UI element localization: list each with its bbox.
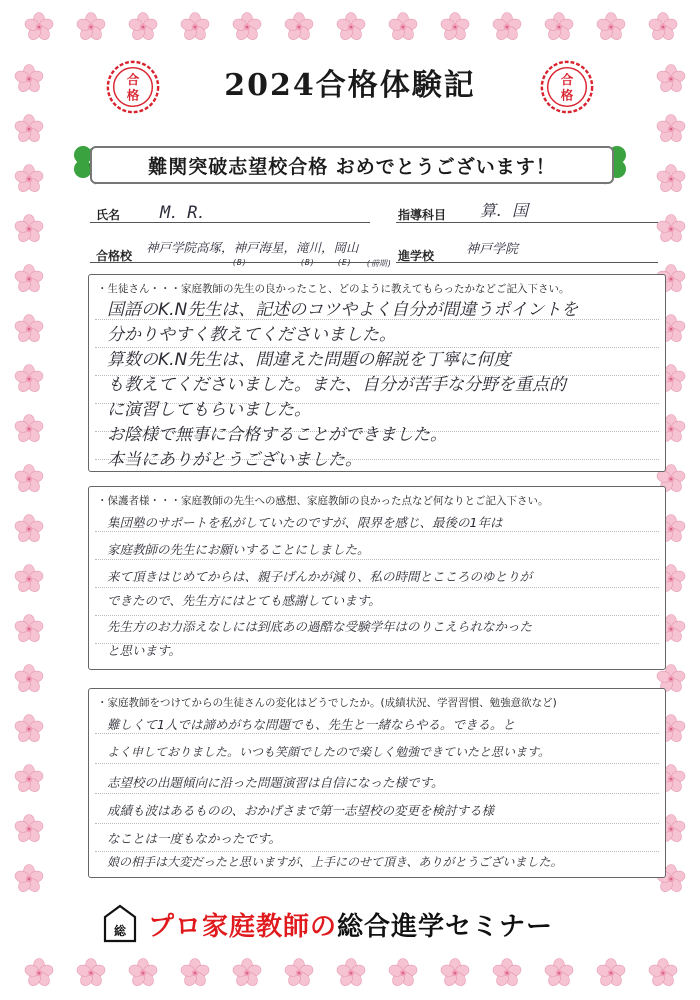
cherry-blossom-icon [440, 12, 470, 42]
parent-comment-box [88, 486, 666, 670]
student-comment-box [88, 274, 666, 472]
svg-text:合: 合 [126, 72, 140, 88]
cherry-blossom-icon [492, 958, 522, 988]
cherry-blossom-icon [14, 514, 44, 544]
subject-underline [396, 222, 658, 223]
passed-schools-value: 神戸学院高塚，神戸海星，滝川，岡山 [146, 240, 359, 255]
student-line-7: 本当にありがとうございました。 [107, 450, 362, 470]
student-line-4: も教えてくださいました。また、自分が苦手な分野を重点的 [107, 375, 566, 395]
cherry-blossom-icon [14, 614, 44, 644]
cherry-blossom-icon [544, 958, 574, 988]
cherry-blossom-icon [648, 958, 678, 988]
cherry-blossom-icon [544, 12, 574, 42]
parent-comment-title: ・保護者様・・・家庭教師の先生への感想、家庭教師の良かった点など何なりとご記入下さい。 [97, 495, 549, 507]
cherry-blossom-icon [284, 958, 314, 988]
cherry-blossom-icon [440, 958, 470, 988]
svg-text:格: 格 [560, 87, 574, 103]
progress-comment-box [88, 688, 666, 878]
enrolled-underline [396, 262, 658, 263]
brand-prefix: プロ家庭教師の [148, 911, 338, 942]
cherry-blossom-icon [492, 12, 522, 42]
cherry-blossom-icon [24, 958, 54, 988]
banner-text: 難関突破志望校合格 おめでとうございます！ [148, 155, 556, 178]
student-comment-title: ・生徒さん・・・家庭教師の先生の良かったこと、どのように教えてもらったかなどご記入下さい。 [97, 283, 570, 295]
cherry-blossom-icon [388, 12, 418, 42]
footer-brand [100, 902, 600, 946]
brand-name: 総合進学セミナー [337, 911, 554, 942]
progress-line-5: なことは一度もなかったです。 [107, 831, 282, 846]
enrolled-school-value: 神戸学院 [466, 242, 519, 257]
cherry-blossom-icon [656, 214, 686, 244]
svg-text:格: 格 [126, 87, 140, 103]
subject-label: 指導科目 [398, 208, 447, 222]
cherry-blossom-icon [232, 12, 262, 42]
passed-mark-4: (前期) [366, 259, 392, 268]
passed-schools-label: 合格校 [96, 249, 133, 263]
subject-value: 算．国 [480, 201, 529, 220]
student-line-5: に演習してもらいました。 [107, 400, 311, 420]
cherry-blossom-icon [14, 864, 44, 894]
cherry-blossom-icon [14, 164, 44, 194]
cherry-blossom-icon [596, 958, 626, 988]
name-label: 氏名 [96, 208, 121, 222]
cherry-blossom-icon [284, 12, 314, 42]
parent-line-2: 家庭教師の先生にお願いすることにしました。 [107, 542, 370, 557]
cherry-blossom-icon [14, 364, 44, 394]
cherry-blossom-icon [14, 264, 44, 294]
progress-line-3: 志望校の出題傾向に沿った問題演習は自信になった様です。 [107, 775, 444, 790]
name-underline [90, 222, 370, 223]
cherry-blossom-icon [76, 12, 106, 42]
passed-mark-1: (B) [232, 258, 247, 267]
progress-line-1: 難しくて1人では諦めがちな問題でも、先生と一緒ならやる。できる。と [107, 717, 515, 732]
passed-mark-2: (B) [300, 258, 315, 267]
parent-line-3: 来て頂きはじめてからは、親子げんかが減り、私の時間とこころのゆとりが [107, 569, 533, 584]
school-logo-icon [100, 903, 140, 945]
cherry-blossom-icon [14, 764, 44, 794]
progress-comment-title: ・家庭教師をつけてからの生徒さんの変化はどうでしたか。(成績状況、学習習慣、勉強意欲など) [97, 697, 557, 709]
parent-line-5: 先生方のお力添えなしには到底あの過酷な受験学年はのりこえられなかった [107, 619, 533, 634]
passed-underline [90, 262, 380, 263]
cherry-blossom-icon [648, 12, 678, 42]
cherry-blossom-icon [656, 114, 686, 144]
cherry-blossom-icon [14, 664, 44, 694]
congratulations-banner [90, 146, 614, 184]
cherry-blossom-icon [14, 714, 44, 744]
progress-line-4: 成績も波はあるものの、おかげさまで第一志望校の変更を検討する様 [107, 803, 495, 818]
cherry-blossom-icon [336, 12, 366, 42]
student-line-6: お陰様で無事に合格することができました。 [107, 425, 447, 445]
passed-mark-3: (E) [337, 258, 352, 267]
page-title: 2024合格体験記 [224, 68, 476, 103]
cherry-blossom-icon [128, 12, 158, 42]
parent-line-6: と思います。 [107, 643, 182, 658]
progress-line-6: 娘の相手は大変だったと思いますが、上手にのせて頂き、ありがとうございました。 [107, 855, 563, 869]
student-line-1: 国語のK.N先生は、記述のコツやよく自分が間違うポイントを [107, 300, 579, 320]
cherry-blossom-icon [180, 958, 210, 988]
cherry-blossom-icon [656, 164, 686, 194]
student-line-3: 算数のK.N先生は、間違えた問題の解説を丁寧に何度 [107, 350, 511, 370]
student-line-2: 分かりやすく教えてくださいました。 [107, 325, 396, 345]
cherry-blossom-icon [14, 564, 44, 594]
cherry-blossom-icon [128, 958, 158, 988]
parent-line-1: 集団塾のサポートを私がしていたのですが、限界を感じ、最後の1年は [107, 515, 503, 530]
progress-line-2: よく申しておりました。いつも笑顔でしたので楽しく勉強できていたと思います。 [107, 745, 551, 759]
cherry-blossom-icon [180, 12, 210, 42]
cherry-blossom-icon [76, 958, 106, 988]
svg-text:合: 合 [560, 72, 574, 88]
cherry-blossom-icon [14, 414, 44, 444]
enrolled-school-label: 進学校 [398, 249, 435, 263]
logo-text: 総 [113, 924, 127, 938]
cherry-blossom-icon [24, 12, 54, 42]
cherry-blossom-icon [14, 464, 44, 494]
cherry-blossom-icon [14, 814, 44, 844]
cherry-blossom-icon [14, 114, 44, 144]
cherry-blossom-icon [14, 214, 44, 244]
cherry-blossom-icon [232, 958, 262, 988]
cherry-blossom-icon [596, 12, 626, 42]
parent-line-4: できたので、先生方にはとても感謝しています。 [107, 593, 381, 608]
cherry-blossom-icon [14, 314, 44, 344]
cherry-blossom-icon [336, 958, 366, 988]
cherry-blossom-icon [388, 958, 418, 988]
name-value: M．R． [160, 203, 215, 223]
